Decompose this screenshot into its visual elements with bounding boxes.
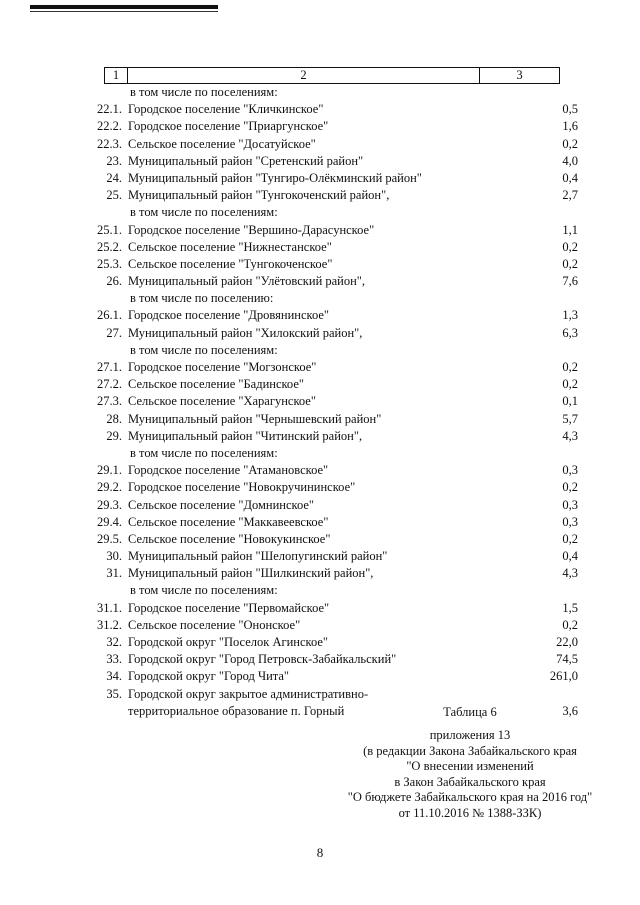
table-row [76,479,578,496]
row-name: в том числе по поселению: [130,291,274,306]
row-name: Сельское поселение "Нижнестанское" [128,239,332,254]
row-name: Муниципальный район "Шилкинский район", [128,566,374,581]
row-number: 25.1. [97,222,122,237]
table-row [76,548,578,565]
caption-line-2: приложения 13 [429,728,511,742]
row-name: Муниципальный район "Улётовский район", [128,274,366,289]
row-value: 0,2 [562,256,578,271]
row-value: 4,3 [562,566,578,581]
row-value: 0,5 [562,102,578,117]
row-name: Городской округ "Город Чита" [128,669,290,684]
row-number: 25.2. [97,239,122,254]
row-number: 25. [106,188,122,203]
table-row [76,256,578,273]
row-name: Городское поселение "Могзонское" [128,360,317,374]
table-row [76,290,578,307]
table-row [76,445,578,462]
table-row [76,187,578,204]
row-value: 0,3 [562,463,578,478]
row-name: Сельское поселение "Домнинское" [128,497,315,512]
header-col-3: 3 [516,68,523,82]
row-name: Городской округ "Поселок Агинское" [128,635,329,649]
row-number: 29. [106,428,122,443]
row-value: 6,3 [562,325,578,340]
table-row [76,393,578,410]
caption-line-6: "О бюджете Забайкальского края на 2016 год" [347,790,593,804]
row-value: 1,6 [562,119,578,134]
caption-line-5: в Закон Забайкальского края [394,775,546,789]
table-header [104,67,560,84]
row-number: 26.1. [97,308,122,323]
row-value: 0,1 [562,394,578,409]
table-row [76,668,578,685]
row-name: Городское поселение "Новокручининское" [128,480,356,495]
row-value: 7,6 [562,274,578,289]
row-value: 261,0 [549,669,578,684]
table-row [76,600,578,617]
row-name: Муниципальный район "Сретенский район" [128,153,364,168]
row-number: 27. [106,325,122,340]
row-number: 30. [106,549,122,564]
caption-line-3: (в редакции Закона Забайкальского края [363,744,577,758]
row-number: 29.5. [97,531,122,546]
row-value: 4,0 [562,153,578,168]
row-number: 34. [106,669,122,684]
table-row [76,617,578,634]
row-value: 1,1 [562,222,578,237]
row-number: 31.2. [97,617,122,632]
row-number: 27.3. [97,394,122,409]
row-name: Городское поселение "Первомайское" [128,600,330,615]
table-row [76,376,578,393]
row-value: 0,2 [562,531,578,546]
table-row [76,342,578,359]
row-name: Городское поселение "Вершино-Дарасунское" [128,222,375,237]
table-row [76,651,578,668]
table-row [76,411,578,428]
row-number: 27.2. [97,377,122,392]
row-value: 0,2 [562,617,578,632]
row-value: 74,5 [556,652,578,667]
header-col-1: 1 [105,68,128,83]
row-value: 0,3 [562,497,578,512]
caption-line-4: "О внесении изменений [406,759,534,773]
row-number: 22.1. [97,102,122,117]
row-value: 2,7 [562,188,578,203]
table-row [76,273,578,290]
row-name: в том числе по поселениям: [130,583,278,598]
caption-line-7: от 11.10.2016 № 1388-ЗЗК) [398,806,542,820]
row-name: в том числе по поселениям: [130,205,278,220]
row-number: 35. [106,686,122,701]
row-value: 1,3 [562,308,578,323]
table-row [76,497,578,514]
table-row [76,428,578,445]
top-rule-thin [30,11,218,12]
row-name: Городское поселение "Атамановское" [128,463,329,478]
row-name: Муниципальный район "Шелопугинский район" [128,549,388,564]
row-value: 0,2 [562,239,578,254]
table-row [76,325,578,342]
row-number: 26. [106,274,122,289]
row-number: 22.2. [97,119,122,134]
row-value: 0,2 [562,136,578,151]
row-name: Сельское поселение "Новокукинское" [128,531,331,546]
row-name: Сельское поселение "Тунгокоченское" [128,256,333,271]
row-name: в том числе по поселениям: [130,85,278,99]
row-name: Муниципальный район "Тунгиро-Олёкминский район" [128,170,422,185]
row-name: Городское поселение "Кличкинское" [128,102,324,117]
row-number: 32. [106,635,122,649]
table-row [76,565,578,582]
row-name: Городское поселение "Дровянинское" [128,308,330,323]
table-row [76,222,578,239]
row-number: 25.3. [97,256,122,271]
table-row [76,204,578,221]
table-row [76,307,578,324]
row-name: Сельское поселение "Ононское" [128,617,301,632]
table-row [76,84,578,101]
row-number: 31.1. [97,600,122,615]
row-name: Городской округ "Город Петровск-Забайкальский" [128,652,397,667]
row-value: 1,5 [562,600,578,615]
row-value: 3,6 [562,703,578,718]
row-number: 28. [106,411,122,426]
row-number: 27.1. [97,360,122,374]
table-row [76,118,578,135]
row-name: Городской округ закрытое административно- [128,686,369,701]
table-row [76,462,578,479]
table-row [76,101,578,118]
row-value: 0,2 [562,377,578,392]
row-name: Муниципальный район "Читинский район", [128,428,363,443]
row-value: 0,4 [562,549,578,564]
row-value: 0,2 [562,360,578,374]
table-row [76,359,578,376]
table-row [76,239,578,256]
row-number: 33. [106,652,122,667]
row-name: Городское поселение "Приаргунское" [128,119,329,134]
table-row [76,686,578,703]
row-name: территориальное образование п. Горный [128,703,345,718]
row-number: 24. [106,170,122,185]
row-number: 23. [106,153,122,168]
row-number: 31. [106,566,122,581]
row-number: 22.3. [97,136,122,151]
table-row [76,634,578,651]
row-name: в том числе по поселениям: [130,342,278,357]
top-rule [30,5,218,9]
row-number: 29.3. [97,497,122,512]
table-body [76,84,578,720]
row-name: Сельское поселение "Бадинское" [128,377,304,392]
caption-line-1: Таблица 6 [443,705,497,719]
row-value: 22,0 [556,635,578,649]
row-name: Муниципальный район "Тунгокоченский район", [128,188,390,203]
row-name: Сельское поселение "Досатуйское" [128,136,316,151]
table-row [76,136,578,153]
row-name: Муниципальный район "Хилокский район", [128,325,363,340]
table-row [76,582,578,599]
row-value: 0,3 [562,514,578,529]
row-value: 5,7 [562,411,578,426]
row-value: 0,2 [562,480,578,495]
row-value: 4,3 [562,428,578,443]
table-row [76,153,578,170]
row-name: Муниципальный район "Чернышевский район" [128,411,382,426]
row-value: 0,4 [562,170,578,185]
row-name: Сельское поселение "Маккавеевское" [128,514,329,529]
table-row [76,514,578,531]
row-number: 29.2. [97,480,122,495]
row-name: в том числе по поселениям: [130,445,278,460]
row-number: 29.1. [97,463,122,478]
table-row [76,170,578,187]
header-col-2: 2 [128,68,480,83]
row-name: Сельское поселение "Харагунское" [128,394,316,409]
page-number: 8 [316,845,324,860]
row-number: 29.4. [97,514,122,529]
table-row [76,531,578,548]
